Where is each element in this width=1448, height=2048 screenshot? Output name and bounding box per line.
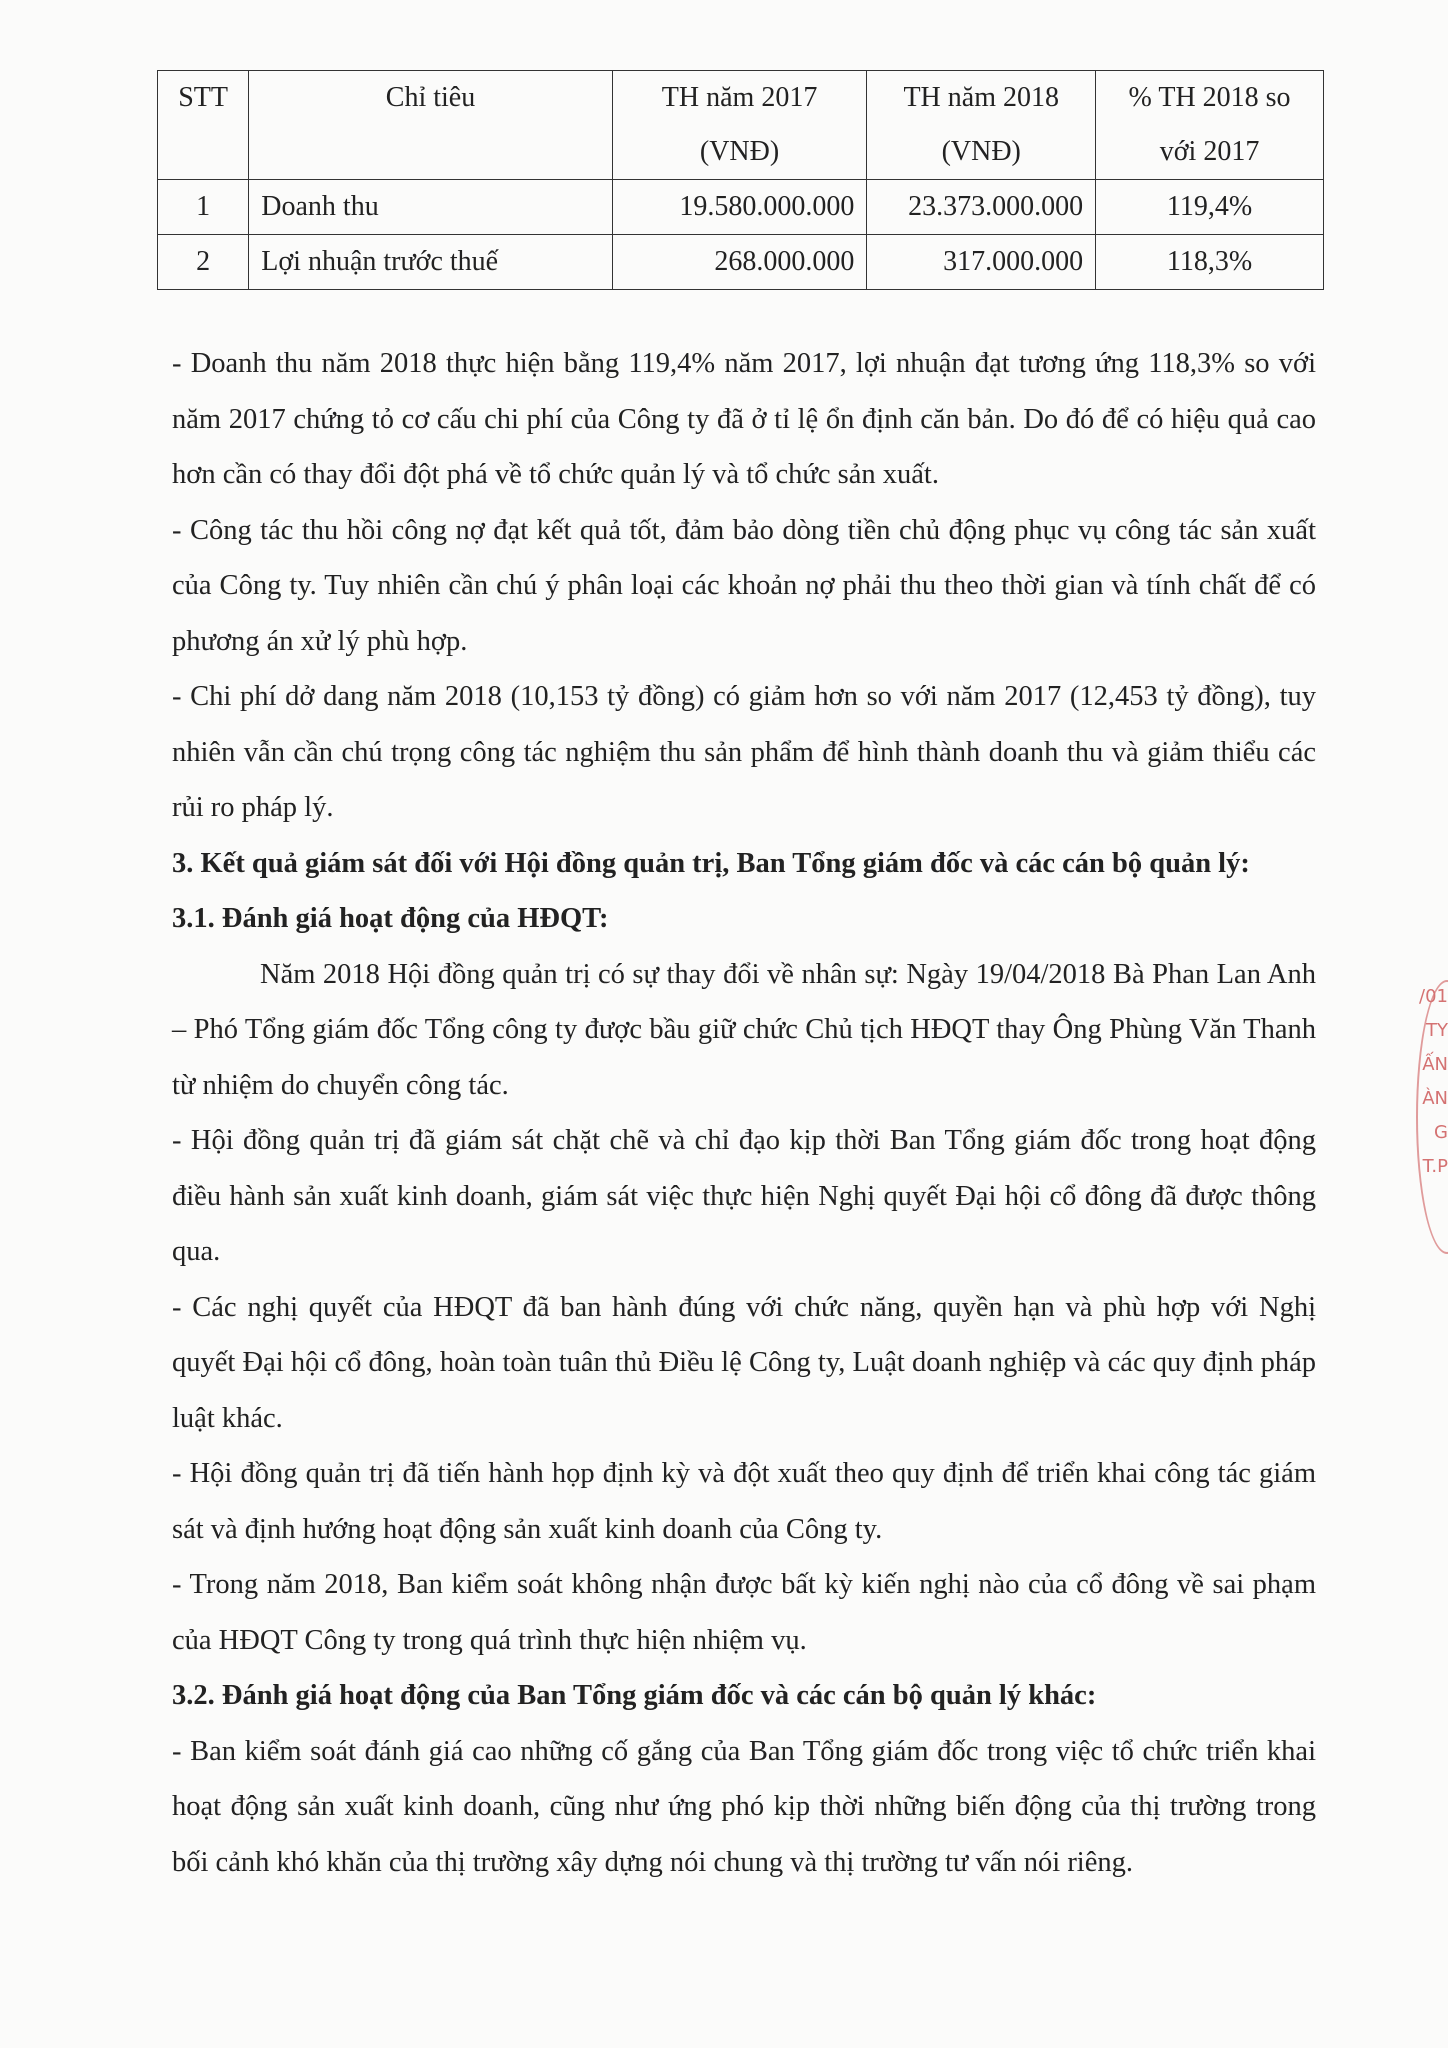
row-th2017: 268.000.000 — [612, 235, 867, 290]
paragraph: - Hội đồng quản trị đã tiến hành họp định kỳ và đột xuất theo quy định để triển khai công tác giám sát và định hướng hoạt động sản xuất kinh doanh của Công ty. — [172, 1458, 1316, 1545]
row-stt: 2 — [158, 235, 249, 290]
table-row — [158, 235, 1324, 290]
paragraph: - Công tác thu hồi công nợ đạt kết quả tốt, đảm bảo dòng tiền chủ động phục vụ công tác sản xuất của Công ty. Tuy nhiên cần chú ý phân loại các khoản nợ phải thu theo thời gian và tính chất để có phương án xử lý phù hợp. — [172, 514, 1316, 657]
paragraph: - Trong năm 2018, Ban kiểm soát không nhận được bất kỳ kiến nghị nào của cổ đông về sai phạm của HĐQT Công ty trong quá trình thực hiện nhiệm vụ. — [172, 1569, 1316, 1656]
results-table — [157, 70, 1324, 290]
header-stt: STT — [158, 71, 249, 180]
paragraph: Năm 2018 Hội đồng quản trị có sự thay đổi về nhân sự: Ngày 19/04/2018 Bà Phan Lan Anh – Phó Tổng giám đốc Tổng công ty được bầu giữ chức Chủ tịch HĐQT thay Ông Phùng Văn Thanh từ nhiệm do chuyển công tác. — [172, 958, 1316, 1101]
row-pct: 119,4% — [1096, 180, 1324, 235]
row-stt: 1 — [158, 180, 249, 235]
stamp-text: TY — [1426, 1020, 1448, 1041]
header-chi-tieu: Chỉ tiêu — [249, 71, 612, 180]
section-heading-3-2: 3.2. Đánh giá hoạt động của Ban Tổng giám đốc và các cán bộ quản lý khác: — [172, 1680, 1097, 1711]
stamp-text: ÀN — [1422, 1088, 1448, 1109]
row-item: Lợi nhuận trước thuế — [249, 235, 612, 290]
stamp-text: T.P — [1422, 1156, 1448, 1177]
stamp-text: G — [1434, 1122, 1448, 1143]
paragraph: - Ban kiểm soát đánh giá cao những cố gắng của Ban Tổng giám đốc trong việc tổ chức triển khai hoạt động sản xuất kinh doanh, cũng như ứng phó kịp thời những biến động của thị trường trong bối cảnh khó khăn của thị trường xây dựng nói chung và thị trường tư vấn nói riêng. — [172, 1735, 1316, 1878]
row-th2017: 19.580.000.000 — [612, 180, 867, 235]
paragraph: - Chi phí dở dang năm 2018 (10,153 tỷ đồng) có giảm hơn so với năm 2017 (12,453 tỷ đồng), tuy nhiên vẫn cần chú trọng công tác nghiệm thu sản phẩm để hình thành doanh thu và giảm thiểu các rủi ro pháp lý. — [172, 681, 1316, 823]
row-item: Doanh thu — [249, 180, 612, 235]
row-th2018: 317.000.000 — [867, 235, 1096, 290]
table-header-row — [158, 71, 1324, 180]
paragraph: - Doanh thu năm 2018 thực hiện bằng 119,4% năm 2017, lợi nhuận đạt tương ứng 118,3% so với năm 2017 chứng tỏ cơ cấu chi phí của Công ty đã ở tỉ lệ ổn định căn bản. Do đó để có hiệu quả cao hơn cần có thay đổi đột phá về tổ chức quản lý và tổ chức sản xuất. — [172, 348, 1316, 490]
paragraph: - Các nghị quyết của HĐQT đã ban hành đúng với chức năng, quyền hạn và phù hợp với Nghị quyết Đại hội cổ đông, hoàn toàn tuân thủ Điều lệ Công ty, Luật doanh nghiệp và các quy định pháp luật khác. — [172, 1291, 1316, 1434]
row-th2018: 23.373.000.000 — [867, 180, 1096, 235]
header-th-2018: TH năm 2018 (VNĐ) — [867, 71, 1096, 180]
header-th-2017: TH năm 2017 (VNĐ) — [612, 71, 867, 180]
stamp-text: /01 — [1419, 986, 1448, 1007]
section-heading-3: 3. Kết quả giám sát đối với Hội đồng quản trị, Ban Tổng giám đốc và các cán bộ quản lý: — [172, 847, 1250, 879]
paragraph: - Hội đồng quản trị đã giám sát chặt chẽ và chỉ đạo kịp thời Ban Tổng giám đốc trong hoạt động điều hành sản xuất kinh doanh, giám sát việc thực hiện Nghị quyết Đại hội cổ đông đã được thông qua. — [172, 1125, 1316, 1267]
company-stamp-fragment — [1408, 980, 1448, 1260]
header-pct: % TH 2018 so với 2017 — [1096, 71, 1324, 180]
table-row — [158, 180, 1324, 235]
stamp-text: ẤN — [1422, 1054, 1448, 1075]
section-heading-3-1: 3.1. Đánh giá hoạt động của HĐQT: — [172, 903, 609, 934]
body-text — [172, 336, 1316, 1890]
row-pct: 118,3% — [1096, 235, 1324, 290]
